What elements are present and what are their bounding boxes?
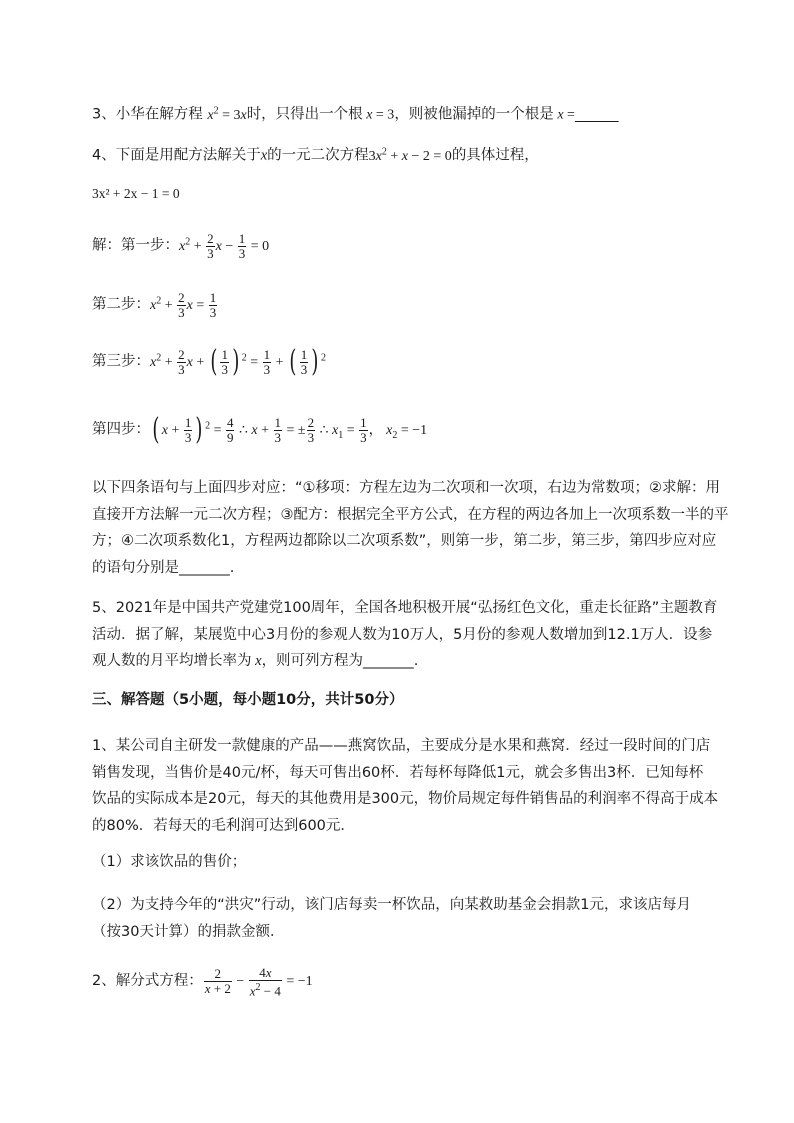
q5-line-3-tail: ，则可列方程为_______. bbox=[261, 653, 419, 670]
p2-equation: $\frac{2}{x + 2}$ − $\frac{4x}{x^2 - 4}$ = −1 bbox=[204, 964, 313, 998]
step1-math: $x^2$ + $\frac{2}{3}$ x − $\frac{1}{3}$ = 0 bbox=[179, 230, 270, 261]
q4-intro-a: 4、下面是用配方法解关于 bbox=[92, 147, 261, 164]
q4-step-1 bbox=[92, 226, 269, 263]
p1-sub2-line-1: （2）为支持今年的“洪灾”行动，该门店每卖一杯饮品，向某救助基金会捐款1元，求该店每月 bbox=[92, 897, 691, 913]
q4-step-4 bbox=[92, 408, 427, 453]
q5-line-2: 活动．据了解，某展览中心3月份的参观人数为10万人，5月份的参观人数增加到12.1万人．设参 bbox=[92, 626, 713, 643]
q4-statement-paragraph bbox=[92, 475, 729, 581]
q4-para-line-2: 直接开方法解一元二次方程；③配方：根据完全平方公式，在方程的两边各加上一次项系数一半的平 bbox=[92, 506, 729, 523]
p1-subquestion-2 bbox=[92, 892, 712, 945]
step2-label: 第二步： bbox=[92, 296, 150, 313]
step3-label: 第三步： bbox=[92, 353, 150, 370]
problem-2 bbox=[92, 963, 313, 1000]
p1-line-4: 的80%．若每天的毛利润可达到600元． bbox=[92, 817, 355, 834]
q5-line-3-text: 观人数的月平均增长率为 bbox=[92, 653, 252, 670]
problem-1 bbox=[92, 733, 719, 839]
question-5 bbox=[92, 595, 718, 675]
q4-equation-main: $3x^2 + x - 2 = 0$ bbox=[368, 146, 452, 164]
q3-tail: ，则被他漏掉的一个根是 bbox=[394, 106, 554, 123]
q3-mid: 时，只得出一个根 bbox=[246, 106, 363, 123]
q4-para-line-4: 的语句分别是_______. bbox=[92, 559, 235, 576]
p2-label: 2、解分式方程： bbox=[92, 973, 203, 989]
q4-intro-c: 的具体过程， bbox=[451, 147, 539, 164]
q4-step-3 bbox=[92, 340, 326, 381]
p1-line-2: 销售发现，当售价是40元/杯，每天可售出60杯．若每杯每降低1元，就会多售出3杯．已知每杯 bbox=[92, 764, 704, 781]
q4-step-2 bbox=[92, 285, 218, 322]
step4-math: ( x + $\frac{1}{3}$ ) $^2$ = $\frac{4}{9}$ ∴ x + $\frac{1}{3}$ = ± $\frac{2}{3}$ ∴ $x_1$ = $\frac{1}{3}$ ， $x_2 = -1$ bbox=[152, 412, 428, 448]
q3-prefix: 3、小华在解方程 bbox=[92, 106, 208, 123]
p1-line-3: 饮品的实际成本是20元，每天的其他费用是300元，物价局规定每件销售品的利润率不得高于成本 bbox=[92, 791, 719, 808]
p1-line-1: 1、某公司自主研发一款健康的产品——燕窝饮品，主要成分是水果和燕窝．经过一段时间的门店 bbox=[92, 738, 711, 754]
q3-equation: $x^2 = 3x$ bbox=[207, 105, 247, 123]
q3-answer-var: x = bbox=[557, 107, 575, 123]
question-4-intro bbox=[92, 142, 539, 167]
q3-blank: ______ bbox=[574, 106, 619, 123]
q3-root: x = 3 bbox=[366, 107, 395, 123]
q4-para-line-1: 以下四条语句与上面四步对应：“①移项：方程左边为二次项和一次项，右边为常数项；②求解：用 bbox=[92, 480, 721, 496]
q4-intro-b: 的一元二次方程 bbox=[267, 147, 369, 164]
section-3-heading: 三、解答题（5小题，每小题10分，共计50分） bbox=[92, 692, 404, 708]
q4-para-line-3: 方；④二次项系数化1，方程两边都除以二次项系数”，则第一步，第二步，第三步，第四步应对应 bbox=[92, 533, 717, 550]
q5-line-3 bbox=[92, 648, 712, 675]
q5-var-x: x bbox=[251, 653, 262, 670]
step3-math: $x^2$ + $\frac{2}{3}$ x + ( $\frac{1}{3}$ ) $^2$ = $\frac{1}{3}$ + ( $\frac{1}{3}$ ) $^2$ bbox=[150, 344, 326, 380]
step1-label: 解：第一步： bbox=[92, 237, 179, 254]
p1-subquestion-1: （1）求该饮品的售价； bbox=[92, 854, 247, 870]
q4-equation-0: 3x² + 2x − 1 = 0 bbox=[92, 186, 180, 201]
step4-label: 第四步： bbox=[92, 421, 150, 438]
p1-sub2-line-2: （按30天计算）的捐款金额． bbox=[92, 923, 285, 940]
question-3 bbox=[92, 101, 618, 126]
step2-math: $x^2$ + $\frac{2}{3}$ x = $\frac{1}{3}$ bbox=[150, 289, 217, 320]
q5-line-1: 5、2021年是中国共产党建党100周年，全国各地积极开展“弘扬红色文化，重走长征路”主题教育 bbox=[92, 600, 718, 616]
q4-var-x: x bbox=[260, 147, 268, 164]
